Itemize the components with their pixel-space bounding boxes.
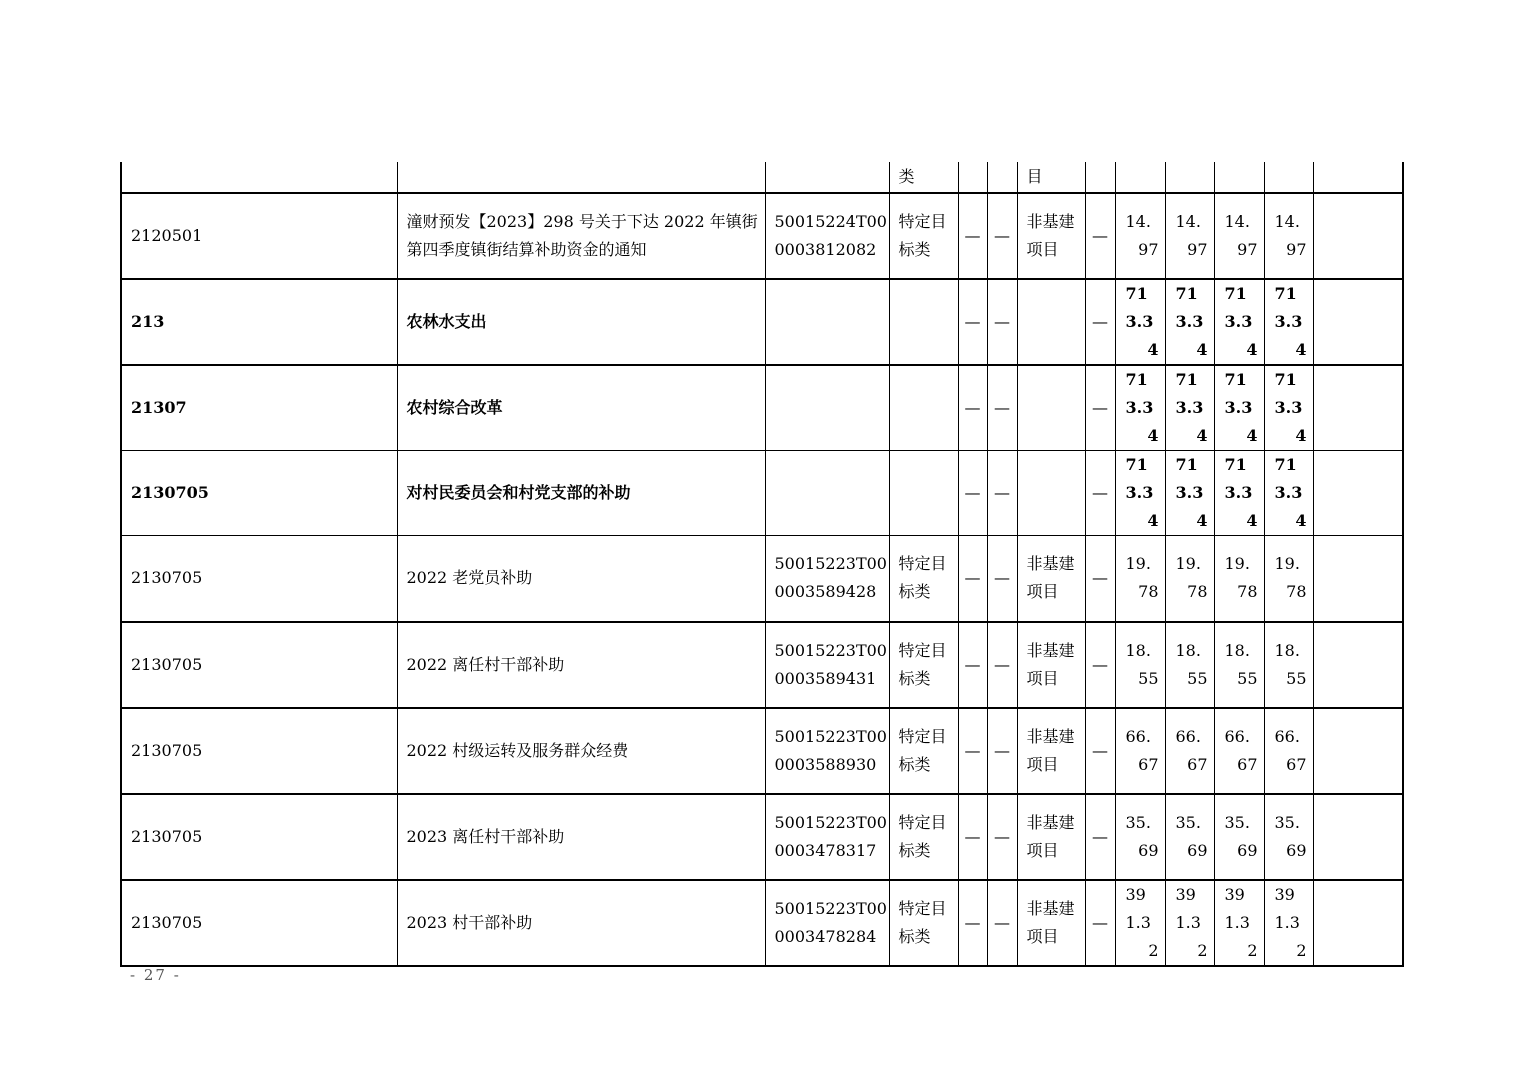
amount-cell: 18.55 [1264, 622, 1313, 708]
type-cell: 特定目标类 [889, 622, 958, 708]
construction-cell: 非基建项目 [1017, 536, 1085, 622]
code-cell [121, 162, 397, 193]
amount-cell: 66.67 [1214, 708, 1264, 794]
amount-cell: 18.55 [1165, 622, 1214, 708]
dash-cell: — [987, 279, 1017, 365]
page-number: - 27 - [130, 966, 181, 984]
amount-cell: 713.34 [1264, 365, 1313, 451]
dash-cell: — [987, 622, 1017, 708]
dash-cell: — [1085, 880, 1115, 966]
amount-cell: 713.34 [1264, 279, 1313, 365]
blank-cell [1313, 193, 1403, 279]
table-row-continuation [121, 162, 1403, 193]
blank-cell [1313, 279, 1403, 365]
amount-cell: 713.34 [1115, 365, 1165, 451]
amount-cell: 713.34 [1165, 279, 1214, 365]
type-cell: 类 [889, 162, 958, 193]
dash-cell: — [1085, 536, 1115, 622]
dash-cell: — [958, 622, 987, 708]
amount-cell [1264, 162, 1313, 193]
blank-cell [1313, 708, 1403, 794]
dash-cell: — [958, 794, 987, 880]
name-cell [397, 162, 765, 193]
dash-cell: — [1085, 279, 1115, 365]
amount-cell: 35.69 [1264, 794, 1313, 880]
dash-cell: — [987, 536, 1017, 622]
type-cell: 特定目标类 [889, 536, 958, 622]
construction-cell [1017, 279, 1085, 365]
amount-cell [1214, 162, 1264, 193]
table-row [121, 365, 1403, 451]
amount-cell: 19.78 [1115, 536, 1165, 622]
dash-cell: — [958, 279, 987, 365]
code-cell: 21307 [121, 365, 397, 451]
amount-cell: 14.97 [1115, 193, 1165, 279]
amount-cell: 66.67 [1165, 708, 1214, 794]
name-cell: 2022 离任村干部补助 [397, 622, 765, 708]
name-cell: 2022 老党员补助 [397, 536, 765, 622]
name-cell: 2023 离任村干部补助 [397, 794, 765, 880]
table-row [121, 880, 1403, 966]
amount-cell: 391.32 [1115, 880, 1165, 966]
amount-cell: 713.34 [1115, 279, 1165, 365]
project-id-cell [765, 162, 889, 193]
code-cell: 2130705 [121, 622, 397, 708]
table-row [121, 622, 1403, 708]
amount-cell: 713.34 [1214, 279, 1264, 365]
construction-cell: 非基建项目 [1017, 708, 1085, 794]
type-cell [889, 365, 958, 451]
blank-cell [1313, 162, 1403, 193]
dash-cell [1085, 162, 1115, 193]
amount-cell: 391.32 [1165, 880, 1214, 966]
construction-cell: 目 [1017, 162, 1085, 193]
dash-cell [987, 162, 1017, 193]
project-id-cell: 50015223T000003589428 [765, 536, 889, 622]
project-id-cell: 50015223T000003589431 [765, 622, 889, 708]
project-id-cell [765, 279, 889, 365]
amount-cell: 713.34 [1214, 451, 1264, 536]
code-cell: 2120501 [121, 193, 397, 279]
construction-cell: 非基建项目 [1017, 794, 1085, 880]
dash-cell: — [987, 708, 1017, 794]
project-id-cell: 50015223T000003478284 [765, 880, 889, 966]
amount-cell: 713.34 [1165, 365, 1214, 451]
dash-cell: — [987, 365, 1017, 451]
project-id-cell: 50015224T000003812082 [765, 193, 889, 279]
type-cell: 特定目标类 [889, 794, 958, 880]
project-id-cell: 50015223T000003478317 [765, 794, 889, 880]
project-id-cell [765, 365, 889, 451]
blank-cell [1313, 880, 1403, 966]
code-cell: 2130705 [121, 536, 397, 622]
dash-cell: — [958, 880, 987, 966]
table-row [121, 708, 1403, 794]
blank-cell [1313, 365, 1403, 451]
amount-cell: 66.67 [1115, 708, 1165, 794]
dash-cell: — [958, 708, 987, 794]
table-row [121, 536, 1403, 622]
name-cell: 2022 村级运转及服务群众经费 [397, 708, 765, 794]
type-cell [889, 451, 958, 536]
amount-cell: 19.78 [1264, 536, 1313, 622]
amount-cell: 18.55 [1115, 622, 1165, 708]
name-cell: 2023 村干部补助 [397, 880, 765, 966]
code-cell: 2130705 [121, 794, 397, 880]
amount-cell: 19.78 [1214, 536, 1264, 622]
dash-cell: — [987, 451, 1017, 536]
amount-cell: 19.78 [1165, 536, 1214, 622]
name-cell: 农村综合改革 [397, 365, 765, 451]
code-cell: 213 [121, 279, 397, 365]
construction-cell [1017, 365, 1085, 451]
blank-cell [1313, 622, 1403, 708]
dash-cell: — [1085, 193, 1115, 279]
amount-cell: 391.32 [1214, 880, 1264, 966]
name-cell: 农林水支出 [397, 279, 765, 365]
amount-cell: 713.34 [1165, 451, 1214, 536]
table-row [121, 794, 1403, 880]
dash-cell: — [958, 365, 987, 451]
amount-cell [1115, 162, 1165, 193]
dash-cell: — [987, 193, 1017, 279]
dash-cell: — [958, 451, 987, 536]
blank-cell [1313, 536, 1403, 622]
amount-cell: 66.67 [1264, 708, 1313, 794]
dash-cell: — [1085, 365, 1115, 451]
blank-cell [1313, 794, 1403, 880]
dash-cell: — [1085, 794, 1115, 880]
dash-cell [958, 162, 987, 193]
code-cell: 2130705 [121, 451, 397, 536]
construction-cell: 非基建项目 [1017, 880, 1085, 966]
amount-cell: 35.69 [1165, 794, 1214, 880]
dash-cell: — [987, 794, 1017, 880]
dash-cell: — [1085, 708, 1115, 794]
construction-cell: 非基建项目 [1017, 622, 1085, 708]
table-row [121, 193, 1403, 279]
type-cell [889, 279, 958, 365]
blank-cell [1313, 451, 1403, 536]
amount-cell: 391.32 [1264, 880, 1313, 966]
dash-cell: — [987, 880, 1017, 966]
type-cell: 特定目标类 [889, 193, 958, 279]
amount-cell: 18.55 [1214, 622, 1264, 708]
name-cell: 对村民委员会和村党支部的补助 [397, 451, 765, 536]
amount-cell: 14.97 [1165, 193, 1214, 279]
type-cell: 特定目标类 [889, 708, 958, 794]
construction-cell [1017, 451, 1085, 536]
project-id-cell [765, 451, 889, 536]
table-row [121, 451, 1403, 536]
amount-cell: 713.34 [1115, 451, 1165, 536]
amount-cell: 35.69 [1115, 794, 1165, 880]
amount-cell: 713.34 [1264, 451, 1313, 536]
amount-cell: 35.69 [1214, 794, 1264, 880]
type-cell: 特定目标类 [889, 880, 958, 966]
amount-cell: 14.97 [1264, 193, 1313, 279]
dash-cell: — [1085, 451, 1115, 536]
amount-cell: 14.97 [1214, 193, 1264, 279]
budget-table [120, 162, 1404, 967]
dash-cell: — [958, 193, 987, 279]
dash-cell: — [1085, 622, 1115, 708]
amount-cell [1165, 162, 1214, 193]
code-cell: 2130705 [121, 708, 397, 794]
construction-cell: 非基建项目 [1017, 193, 1085, 279]
amount-cell: 713.34 [1214, 365, 1264, 451]
name-cell: 潼财预发【2023】298 号关于下达 2022 年镇街第四季度镇街结算补助资金的通知 [397, 193, 765, 279]
table-row [121, 279, 1403, 365]
project-id-cell: 50015223T000003588930 [765, 708, 889, 794]
code-cell: 2130705 [121, 880, 397, 966]
dash-cell: — [958, 536, 987, 622]
